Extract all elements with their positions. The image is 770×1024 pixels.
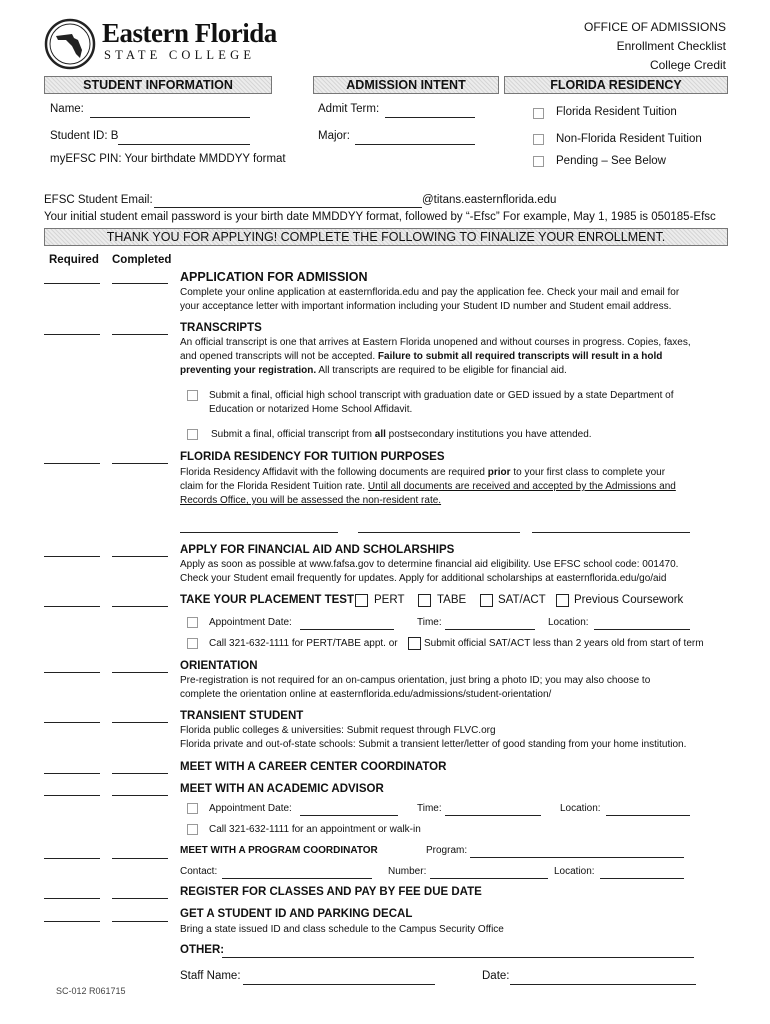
placement-call-text: Call 321-632-1111 for PERT/TABE appt. or — [209, 638, 398, 649]
florida-seal-icon — [44, 18, 96, 70]
residency-doc-field-1[interactable] — [180, 532, 338, 533]
student-id-field[interactable] — [118, 144, 250, 145]
tabe-checkbox[interactable] — [418, 594, 431, 607]
high-school-transcript-text-2: Education or notarized Home School Affidavit. — [209, 404, 413, 415]
application-title: APPLICATION FOR ADMISSION — [180, 270, 368, 284]
residency-doc-field-3[interactable] — [532, 532, 690, 533]
postsecondary-text-a: Submit a final, official transcript from — [211, 429, 375, 440]
pending-label: Pending – See Below — [556, 155, 666, 167]
staff-name-field[interactable] — [243, 984, 435, 985]
resident-tuition-checkbox[interactable] — [533, 108, 544, 119]
section-student-information: STUDENT INFORMATION — [44, 76, 272, 94]
residency-text-2b: Until all documents are received and accepted by the Admissions and — [367, 481, 676, 492]
program-required-line[interactable] — [44, 858, 100, 859]
transcripts-completed-line[interactable] — [112, 334, 168, 335]
student-id-required-line[interactable] — [44, 921, 100, 922]
pin-note: myEFSC PIN: Your birthdate MMDDYY format — [50, 153, 286, 165]
advisor-location-label: Location: — [560, 803, 601, 814]
name-label: Name: — [50, 103, 84, 115]
transcripts-text-2a: and opened transcripts will not be accepted. — [180, 351, 378, 362]
date-field[interactable] — [510, 984, 696, 985]
register-required-line[interactable] — [44, 898, 100, 899]
section-admission-intent: ADMISSION INTENT — [313, 76, 499, 94]
residency-text-1c: to your first class to complete your — [510, 467, 666, 478]
major-label: Major: — [318, 130, 350, 142]
non-resident-tuition-label: Non-Florida Resident Tuition — [556, 133, 702, 145]
college-logo — [44, 18, 277, 70]
transient-text-2: Florida private and out-of-state schools: Submit a transient letter/letter of good standing from your home institution. — [180, 739, 687, 750]
contact-label: Contact: — [180, 866, 218, 877]
orientation-text-1: Pre-registration is not required for an on-campus orientation, just bring a photo ID; you may also choose to — [180, 675, 651, 686]
placement-required-line[interactable] — [44, 606, 100, 607]
transcripts-title: TRANSCRIPTS — [180, 322, 262, 334]
residency-text-1b: prior — [487, 467, 511, 478]
logo-name: Eastern Florida — [102, 18, 277, 48]
student-id-label: Student ID: B — [50, 130, 119, 142]
program-label: Program: — [426, 845, 468, 856]
postsecondary-text-b: all — [374, 429, 386, 440]
advisor-call-checkbox[interactable] — [187, 824, 198, 835]
orientation-required-line[interactable] — [44, 672, 100, 673]
tabe-label: TABE — [437, 594, 467, 606]
placement-appt-field[interactable] — [300, 629, 394, 630]
transient-title: TRANSIENT STUDENT — [180, 710, 304, 722]
previous-coursework-checkbox[interactable] — [556, 594, 569, 607]
advisor-time-field[interactable] — [445, 815, 541, 816]
residency-text-2 — [180, 481, 676, 492]
career-required-line[interactable] — [44, 773, 100, 774]
application-text-2: your acceptance letter with important information including your Student ID number and Student email address. — [180, 301, 672, 312]
transcripts-text-2 — [180, 351, 662, 362]
student-id-text: Bring a state issued ID and class schedule to the Campus Security Office — [180, 924, 504, 935]
application-text-1: Complete your online application at easternflorida.edu and pay the application fee. Check your mail and email for — [180, 287, 680, 298]
major-field[interactable] — [355, 144, 475, 145]
transcripts-warning: Failure to submit all required transcripts will result in a hold — [377, 351, 663, 362]
section-florida-residency: FLORIDA RESIDENCY — [504, 76, 728, 94]
advisor-appt-label: Appointment Date: — [209, 803, 292, 814]
application-completed-line[interactable] — [112, 283, 168, 284]
transcripts-text-3b: All transcripts are required to be eligible for financial aid. — [316, 365, 567, 376]
pert-label: PERT — [374, 594, 405, 606]
career-completed-line[interactable] — [112, 773, 168, 774]
completed-column-header: Completed — [112, 254, 172, 266]
program-field[interactable] — [470, 857, 684, 858]
residency-doc-field-2[interactable] — [358, 532, 520, 533]
advisor-title: MEET WITH AN ACADEMIC ADVISOR — [180, 783, 384, 795]
other-field[interactable] — [222, 957, 694, 958]
advisor-time-label: Time: — [417, 803, 442, 814]
email-field[interactable] — [154, 207, 422, 208]
transcripts-text-3 — [180, 365, 567, 376]
sat-act-label: SAT/ACT — [498, 594, 546, 606]
email-label: EFSC Student Email: — [44, 194, 153, 206]
resident-tuition-label: Florida Resident Tuition — [556, 106, 677, 118]
admit-term-field[interactable] — [385, 117, 475, 118]
number-field[interactable] — [430, 878, 548, 879]
program-location-field[interactable] — [600, 878, 684, 879]
postsecondary-transcript-checkbox[interactable] — [187, 429, 198, 440]
number-label: Number: — [388, 866, 427, 877]
pending-checkbox[interactable] — [533, 156, 544, 167]
financial-aid-text-1: Apply as soon as possible at www.fafsa.gov to determine financial aid eligibility. Use EFSC school code: 001470. — [180, 559, 679, 570]
non-resident-tuition-checkbox[interactable] — [533, 134, 544, 145]
thanks-banner: THANK YOU FOR APPLYING! COMPLETE THE FOLLOWING TO FINALIZE YOUR ENROLLMENT. — [44, 228, 728, 246]
office-heading: OFFICE OF ADMISSIONS — [583, 20, 726, 34]
high-school-transcript-text-1: Submit a final, official high school transcript with graduation date or GED issued by a state Department of — [209, 390, 674, 401]
financial-aid-text-2: Check your Student email frequently for updates. Apply for additional scholarships at easternflorida.edu/go/aid — [180, 573, 667, 584]
pert-checkbox[interactable] — [355, 594, 368, 607]
sat-submit-text: Submit official SAT/ACT less than 2 years old from start of term — [424, 638, 704, 649]
residency-title: FLORIDA RESIDENCY FOR TUITION PURPOSES — [180, 451, 445, 463]
transcripts-required-line[interactable] — [44, 334, 100, 335]
transcripts-text-1: An official transcript is one that arrives at Eastern Florida unopened and without courses in progress. Copies, faxes, — [180, 337, 691, 348]
postsecondary-transcript-text — [211, 429, 592, 440]
placement-location-field[interactable] — [594, 629, 690, 630]
application-required-line[interactable] — [44, 283, 100, 284]
staff-name-label: Staff Name: — [180, 970, 241, 982]
contact-field[interactable] — [222, 878, 372, 879]
previous-coursework-label: Previous Coursework — [574, 594, 684, 606]
financial-aid-required-line[interactable] — [44, 556, 100, 557]
doc-subtitle: College Credit — [649, 58, 726, 72]
advisor-location-field[interactable] — [606, 815, 690, 816]
sat-submit-checkbox[interactable] — [408, 637, 421, 650]
transient-completed-line[interactable] — [112, 722, 168, 723]
program-title: MEET WITH A PROGRAM COORDINATOR — [180, 845, 378, 856]
placement-title: TAKE YOUR PLACEMENT TEST — [180, 594, 354, 606]
student-id-title: GET A STUDENT ID AND PARKING DECAL — [180, 908, 413, 920]
placement-appt-checkbox[interactable] — [187, 617, 198, 628]
placement-completed-line[interactable] — [112, 606, 168, 607]
register-completed-line[interactable] — [112, 898, 168, 899]
admit-term-label: Admit Term: — [318, 103, 380, 115]
postsecondary-text-c: postsecondary institutions you have attended. — [385, 429, 592, 440]
transient-text-1: Florida public colleges & universities: Submit request through FLVC.org — [180, 725, 496, 736]
advisor-completed-line[interactable] — [112, 795, 168, 796]
sat-act-checkbox[interactable] — [480, 594, 493, 607]
advisor-call-text: Call 321-632-1111 for an appointment or walk-in — [209, 824, 421, 835]
placement-time-label: Time: — [417, 617, 442, 628]
residency-text-2a: claim for the Florida Resident Tuition rate. — [180, 481, 368, 492]
residency-required-line[interactable] — [44, 463, 100, 464]
required-column-header: Required — [49, 254, 99, 266]
program-location-label: Location: — [554, 866, 595, 877]
residency-text-3: Records Office, you will be assessed the non-resident rate. — [180, 495, 442, 506]
placement-location-label: Location: — [548, 617, 589, 628]
advisor-required-line[interactable] — [44, 795, 100, 796]
residency-text-1 — [180, 467, 665, 478]
program-completed-line[interactable] — [112, 858, 168, 859]
placement-call-checkbox[interactable] — [187, 638, 198, 649]
date-label: Date: — [482, 970, 510, 982]
email-domain: @titans.easternflorida.edu — [422, 194, 557, 206]
orientation-text-2: complete the orientation online at easternflorida.edu/admissions/student-orientation/ — [180, 689, 552, 700]
advisor-appt-field[interactable] — [300, 815, 398, 816]
placement-time-field[interactable] — [445, 629, 535, 630]
name-field[interactable] — [90, 117, 250, 118]
high-school-transcript-checkbox[interactable] — [187, 390, 198, 401]
residency-text-1a: Florida Residency Affidavit with the following documents are required — [180, 467, 488, 478]
transcripts-warning-2: preventing your registration. — [180, 365, 317, 376]
other-label: OTHER: — [180, 944, 225, 956]
transient-required-line[interactable] — [44, 722, 100, 723]
residency-completed-line[interactable] — [112, 463, 168, 464]
doc-title: Enrollment Checklist — [616, 39, 726, 53]
student-id-completed-line[interactable] — [112, 921, 168, 922]
password-note: Your initial student email password is your birth date MMDDYY format, followed by “-Efsc” For example, May 1, 1985 is 050185-Efsc — [44, 211, 716, 223]
advisor-appt-checkbox[interactable] — [187, 803, 198, 814]
logo-subname: STATE COLLEGE — [104, 48, 256, 62]
form-code: SC-012 R061715 — [56, 986, 126, 996]
career-title: MEET WITH A CAREER CENTER COORDINATOR — [180, 761, 447, 773]
orientation-title: ORIENTATION — [180, 660, 258, 672]
orientation-completed-line[interactable] — [112, 672, 168, 673]
placement-appt-label: Appointment Date: — [209, 617, 292, 628]
financial-aid-completed-line[interactable] — [112, 556, 168, 557]
financial-aid-title: APPLY FOR FINANCIAL AID AND SCHOLARSHIPS — [180, 544, 455, 556]
register-title: REGISTER FOR CLASSES AND PAY BY FEE DUE DATE — [180, 886, 482, 898]
